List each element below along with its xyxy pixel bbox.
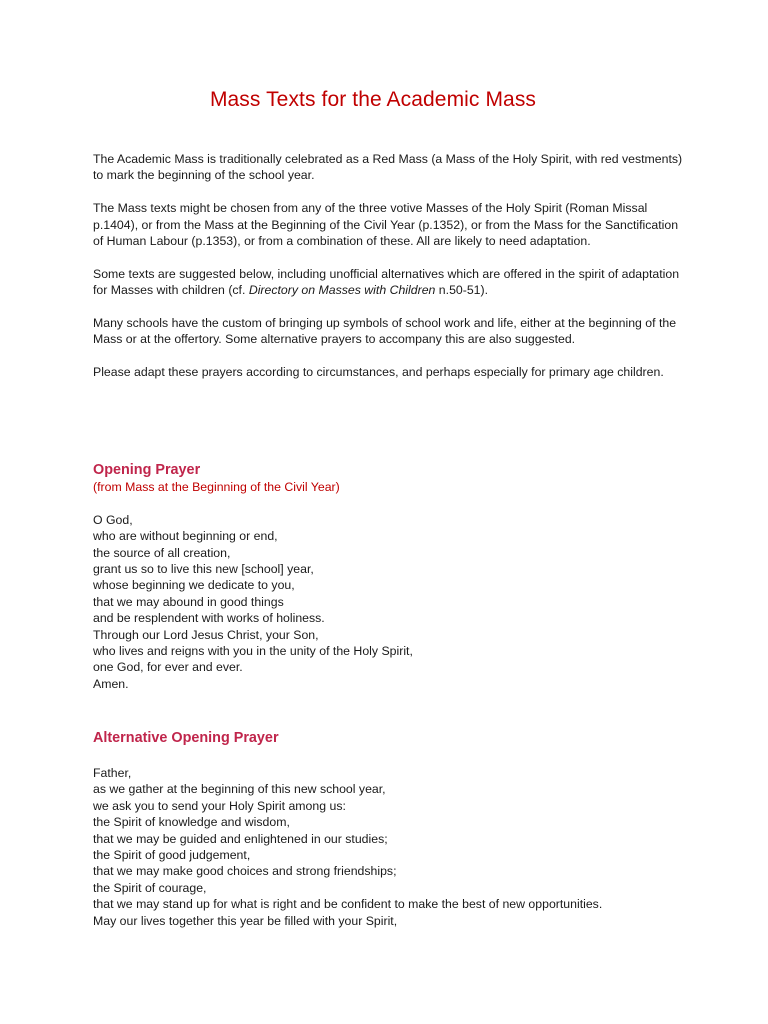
- intro-paragraph-3-end: n.50-51).: [435, 283, 489, 298]
- prayer-line: as we gather at the beginning of this new school year,: [93, 782, 386, 797]
- prayer-line: we ask you to send your Holy Spirit among us:: [93, 798, 346, 813]
- alternative-opening-prayer-section: [93, 729, 683, 929]
- prayer-line: O God,: [93, 512, 133, 527]
- prayer-line: and be resplendent with works of holiness.: [93, 611, 325, 626]
- intro-paragraph-3-text: Some texts are suggested below, including unofficial alternatives which are offered in the spirit of adaptation for Masses with children (cf.: [93, 266, 680, 298]
- intro-section: [93, 151, 683, 397]
- prayer-line: the Spirit of good judgement,: [93, 848, 251, 863]
- prayer-line: Amen.: [93, 676, 129, 691]
- prayer-line: that we may stand up for what is right and be confident to make the best of new opportunities.: [93, 897, 603, 912]
- opening-prayer-source: (from Mass at the Beginning of the Civil Year): [93, 480, 340, 494]
- prayer-line: the Spirit of courage,: [93, 880, 207, 895]
- intro-paragraph-5: Please adapt these prayers according to circumstances, and perhaps especially for primary age children.: [93, 365, 664, 380]
- intro-paragraph-4: Many schools have the custom of bringing up symbols of school work and life, either at the beginning of the Mass or at the offertory. Some alternative prayers to accompany this are also suggested.: [93, 316, 677, 347]
- prayer-line: Through our Lord Jesus Christ, your Son,: [93, 627, 319, 642]
- prayer-line: who lives and reigns with you in the unity of the Holy Spirit,: [93, 644, 413, 659]
- prayer-line: Father,: [93, 766, 132, 780]
- prayer-line: whose beginning we dedicate to you,: [93, 578, 295, 593]
- prayer-line: who are without beginning or end,: [93, 529, 278, 544]
- opening-prayer-text: [93, 512, 683, 692]
- intro-paragraph-3: [93, 266, 683, 299]
- alternative-opening-prayer-text: [93, 765, 683, 929]
- intro-paragraph-1: The Academic Mass is traditionally celebrated as a Red Mass (a Mass of the Holy Spirit, with red vestments) to mark the beginning of the school year.: [93, 152, 683, 183]
- prayer-line: that we may abound in good things: [93, 594, 284, 609]
- prayer-line: grant us so to live this new [school] year,: [93, 562, 314, 577]
- opening-prayer-heading: Opening Prayer: [93, 462, 201, 478]
- prayer-line: the Spirit of knowledge and wisdom,: [93, 815, 290, 830]
- prayer-line: that we may make good choices and strong friendships;: [93, 864, 397, 879]
- prayer-line: May our lives together this year be filled with your Spirit,: [93, 913, 398, 928]
- prayer-line: that we may be guided and enlightened in our studies;: [93, 831, 388, 846]
- alternative-opening-prayer-heading: Alternative Opening Prayer: [93, 730, 279, 746]
- prayer-line: the source of all creation,: [93, 545, 231, 560]
- prayer-line: one God, for ever and ever.: [93, 660, 243, 675]
- directory-citation: Directory on Masses with Children: [248, 283, 436, 298]
- opening-prayer-section: [93, 461, 683, 692]
- intro-paragraph-2: The Mass texts might be chosen from any of the three votive Masses of the Holy Spirit (Roman Missal p.1404), or from the Mass at the Beginning of the Civil Year (p.1352), or from the Mass for the Sanctification of Human Labour (p.1353), or from a combination of these. All are likely to need adaptation.: [93, 201, 679, 249]
- document-title: Mass Texts for the Academic Mass: [209, 88, 537, 111]
